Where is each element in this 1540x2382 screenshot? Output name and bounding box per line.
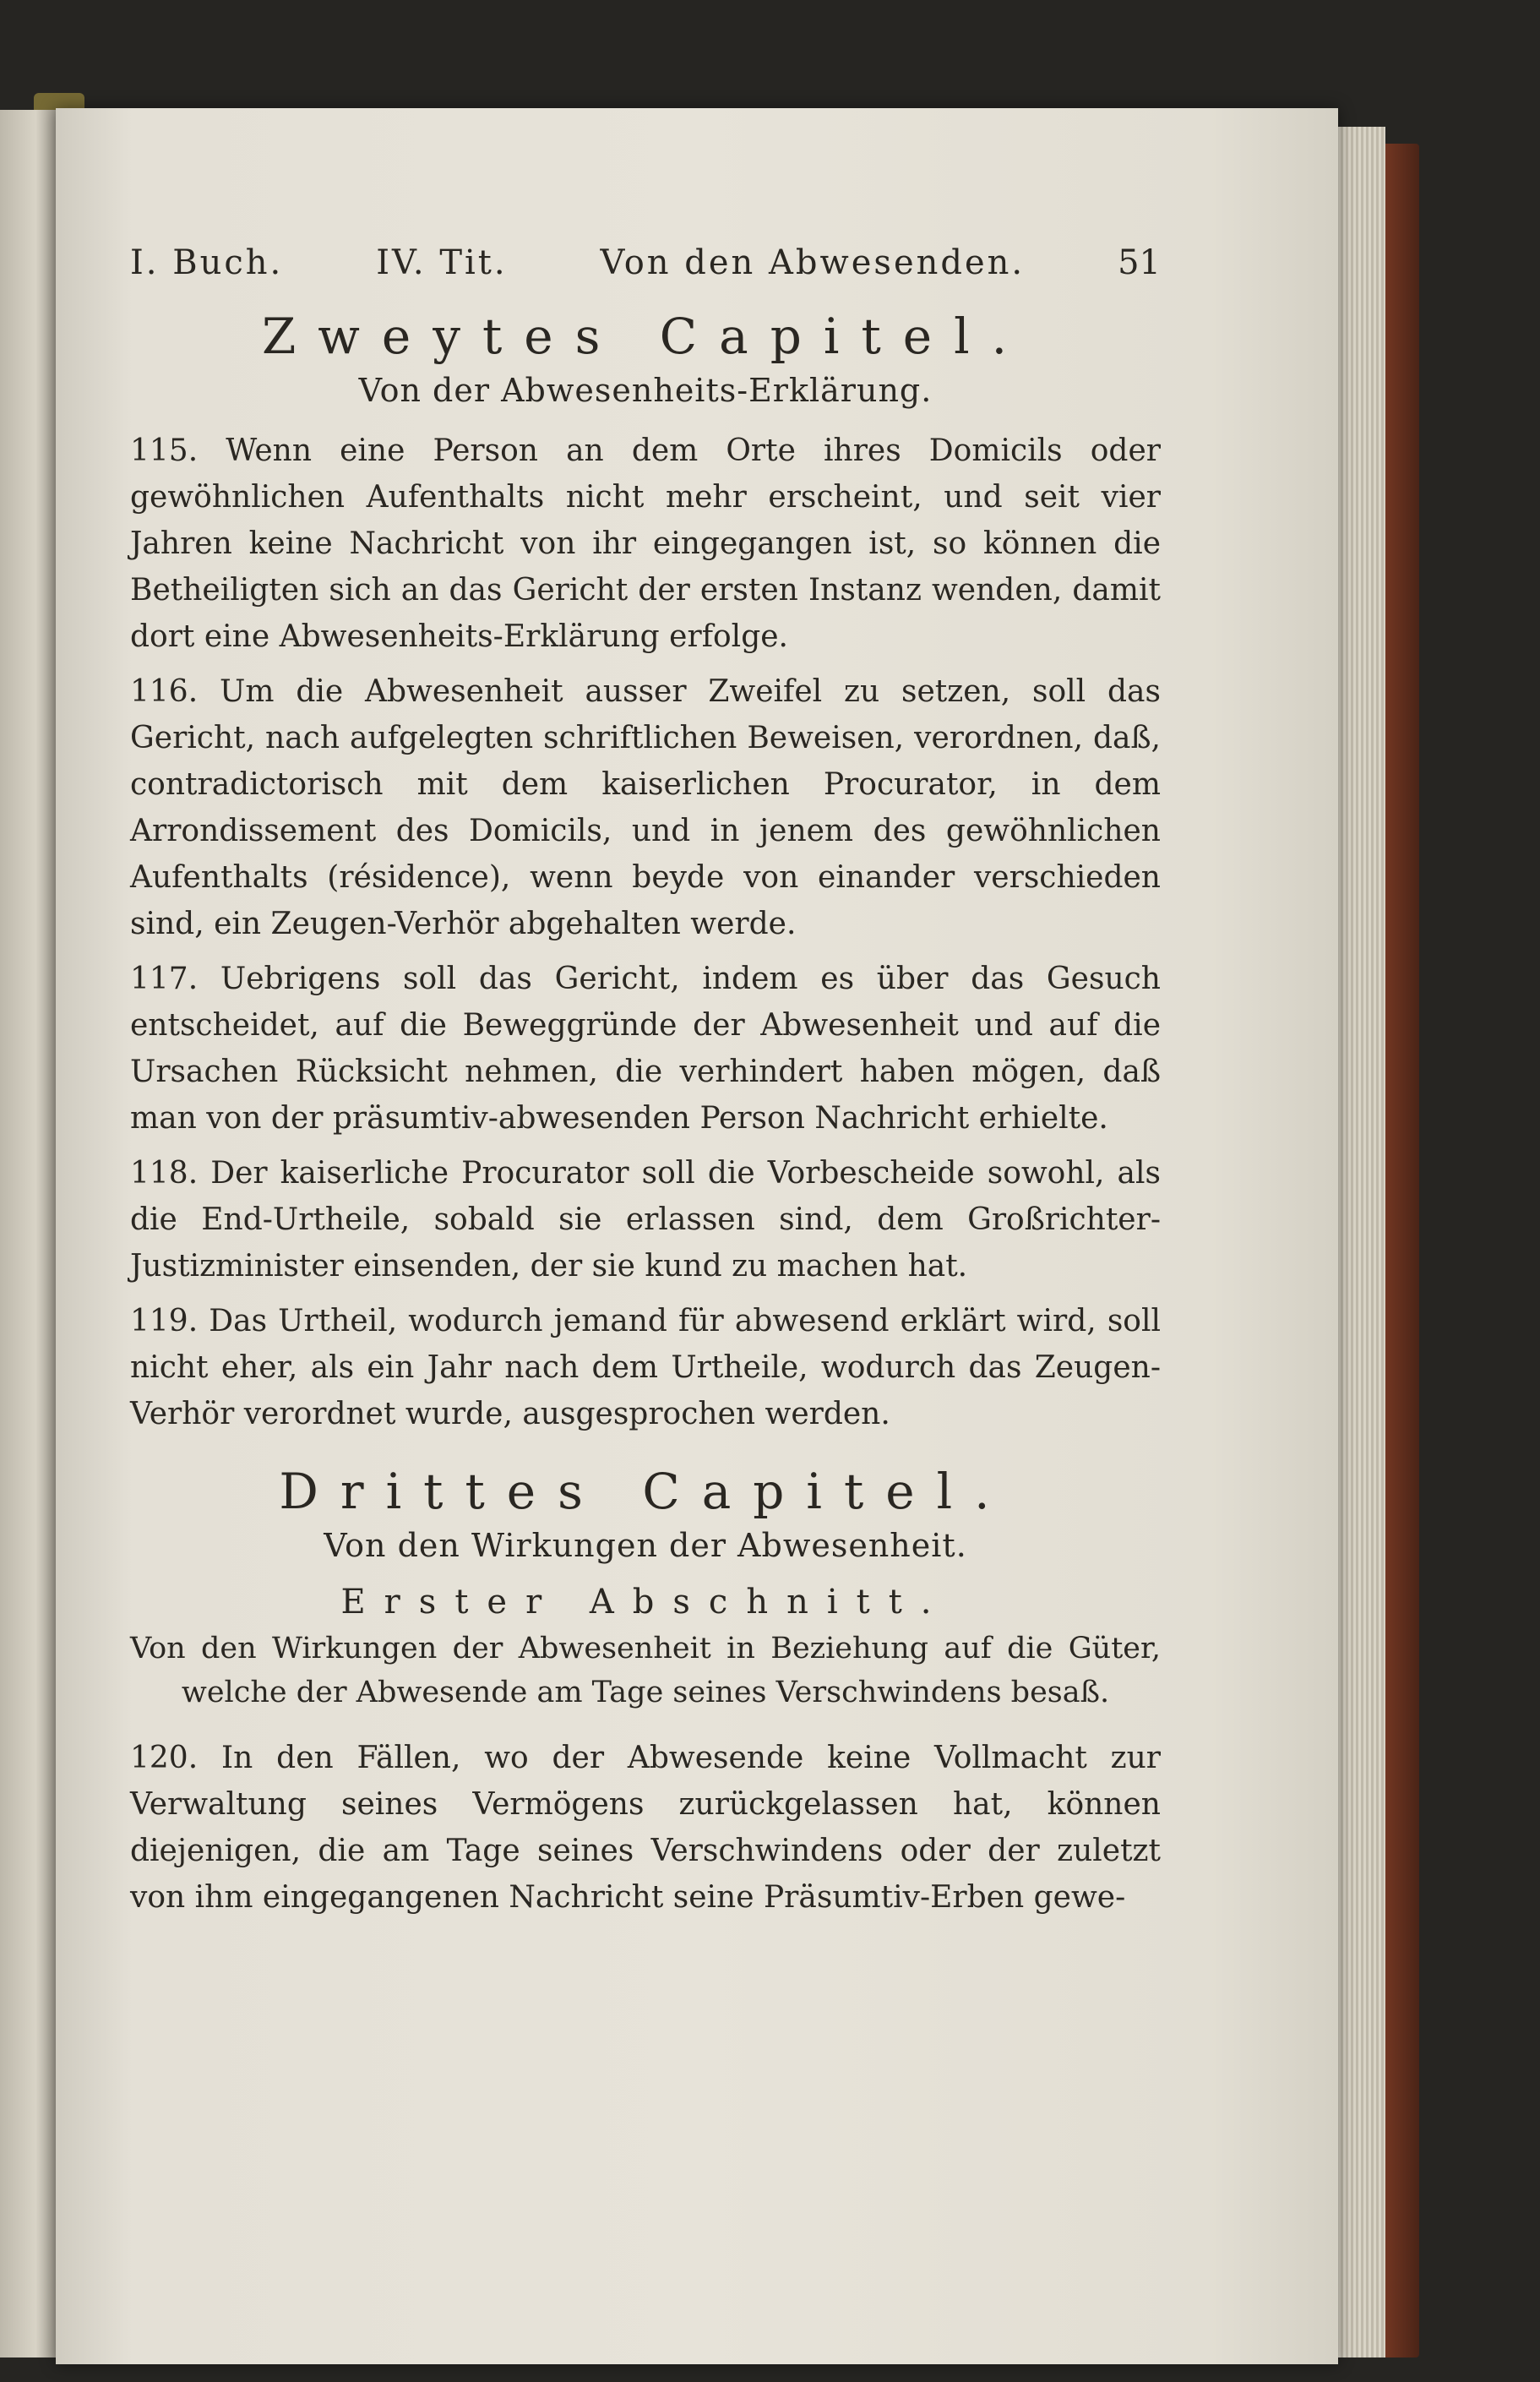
paragraph-text: Uebrigens soll das Gericht, indem es über das Gesuch entscheidet, auf die Beweggründe der Abwesenheit und auf die Ursachen Rücksicht nehmen, die verhindert haben mögen, daß man von der präsumtiv-abwesenden Person Nachricht erhielte. xyxy=(130,962,1161,1136)
page-content xyxy=(130,243,1161,1929)
chapter-2-subtitle: Von der Abwesenheits-Erklärung. xyxy=(358,372,933,409)
paragraph-118 xyxy=(130,1150,1161,1289)
chapter-3-subtitle: Von den Wirkungen der Abwesenheit. xyxy=(324,1527,967,1564)
paragraph-text: Wenn eine Person an dem Orte ihres Domicils oder gewöhnlichen Aufenthalts nicht mehr erscheint, und seit vier Jahren keine Nachricht von ihr eingegangen ist, so können die Betheiligten sich an das Gericht der ersten Instanz wenden, damit dort eine Abwesenheits-Erklärung erfolge. xyxy=(130,433,1161,654)
running-head-title-no: IV. Tit. xyxy=(376,243,508,282)
running-head-title: Von den Abwesenden. xyxy=(600,243,1026,282)
chapter-2-title: Zweytes Capitel. xyxy=(261,308,1030,365)
paragraph-119 xyxy=(130,1298,1161,1437)
paragraph-text: Um die Abwesenheit ausser Zweifel zu setzen, soll das Gericht, nach aufgelegten schriftlichen Beweisen, verordnen, daß, contradictorisch mit dem kaiserlichen Procurator, in dem Arrondissement des Domicils, und in jenem des gewöhnlichen Aufenthalts (résidence), wenn beyde von einander verschieden sind, ein Zeugen-Verhör abgehalten werde. xyxy=(130,674,1161,941)
chapter-3-title: Drittes Capitel. xyxy=(279,1463,1012,1520)
paragraph-117 xyxy=(130,956,1161,1142)
paragraph-text: Das Urtheil, wodurch jemand für abwesend erklärt wird, soll nicht eher, als ein Jahr nach dem Urtheile, wodurch das Zeugen-Verhör verordnet wurde, ausgesprochen werden. xyxy=(130,1304,1161,1431)
paragraph-number: 118. xyxy=(130,1156,199,1191)
paragraph-number: 120. xyxy=(130,1741,199,1775)
running-head xyxy=(130,243,1161,294)
paragraph-115 xyxy=(130,428,1161,660)
book-page xyxy=(56,108,1338,2364)
paragraph-number: 115. xyxy=(130,433,199,468)
paragraph-number: 116. xyxy=(130,674,199,709)
paragraph-number: 117. xyxy=(130,962,199,996)
section-1-subtitle: Von den Wirkungen der Abwesenheit in Beziehung auf die Güter, welche der Abwesende am Tage seines Verschwindens besaß. xyxy=(130,1632,1161,1709)
section-1-title: Erster Abschnitt. xyxy=(340,1583,950,1622)
page-number: 51 xyxy=(1118,243,1161,282)
paragraph-120 xyxy=(130,1735,1161,1921)
running-head-book: I. Buch. xyxy=(130,243,284,282)
paragraph-text: Der kaiserliche Procurator soll die Vorbescheide sowohl, als die End-Urtheile, sobald sie erlassen sind, dem Großrichter-Justizminister einsenden, der sie kund zu machen hat. xyxy=(130,1156,1161,1284)
paragraph-text: In den Fällen, wo der Abwesende keine Vollmacht zur Verwaltung seines Vermögens zurückgelassen hat, können diejenigen, die am Tage seines Verschwindens oder der zuletzt von ihm eingegangenen Nachricht seine Präsumtiv-Erben gewe- xyxy=(130,1741,1161,1915)
paragraph-116 xyxy=(130,668,1161,947)
left-facing-page xyxy=(0,110,59,2357)
paragraph-number: 119. xyxy=(130,1304,199,1338)
